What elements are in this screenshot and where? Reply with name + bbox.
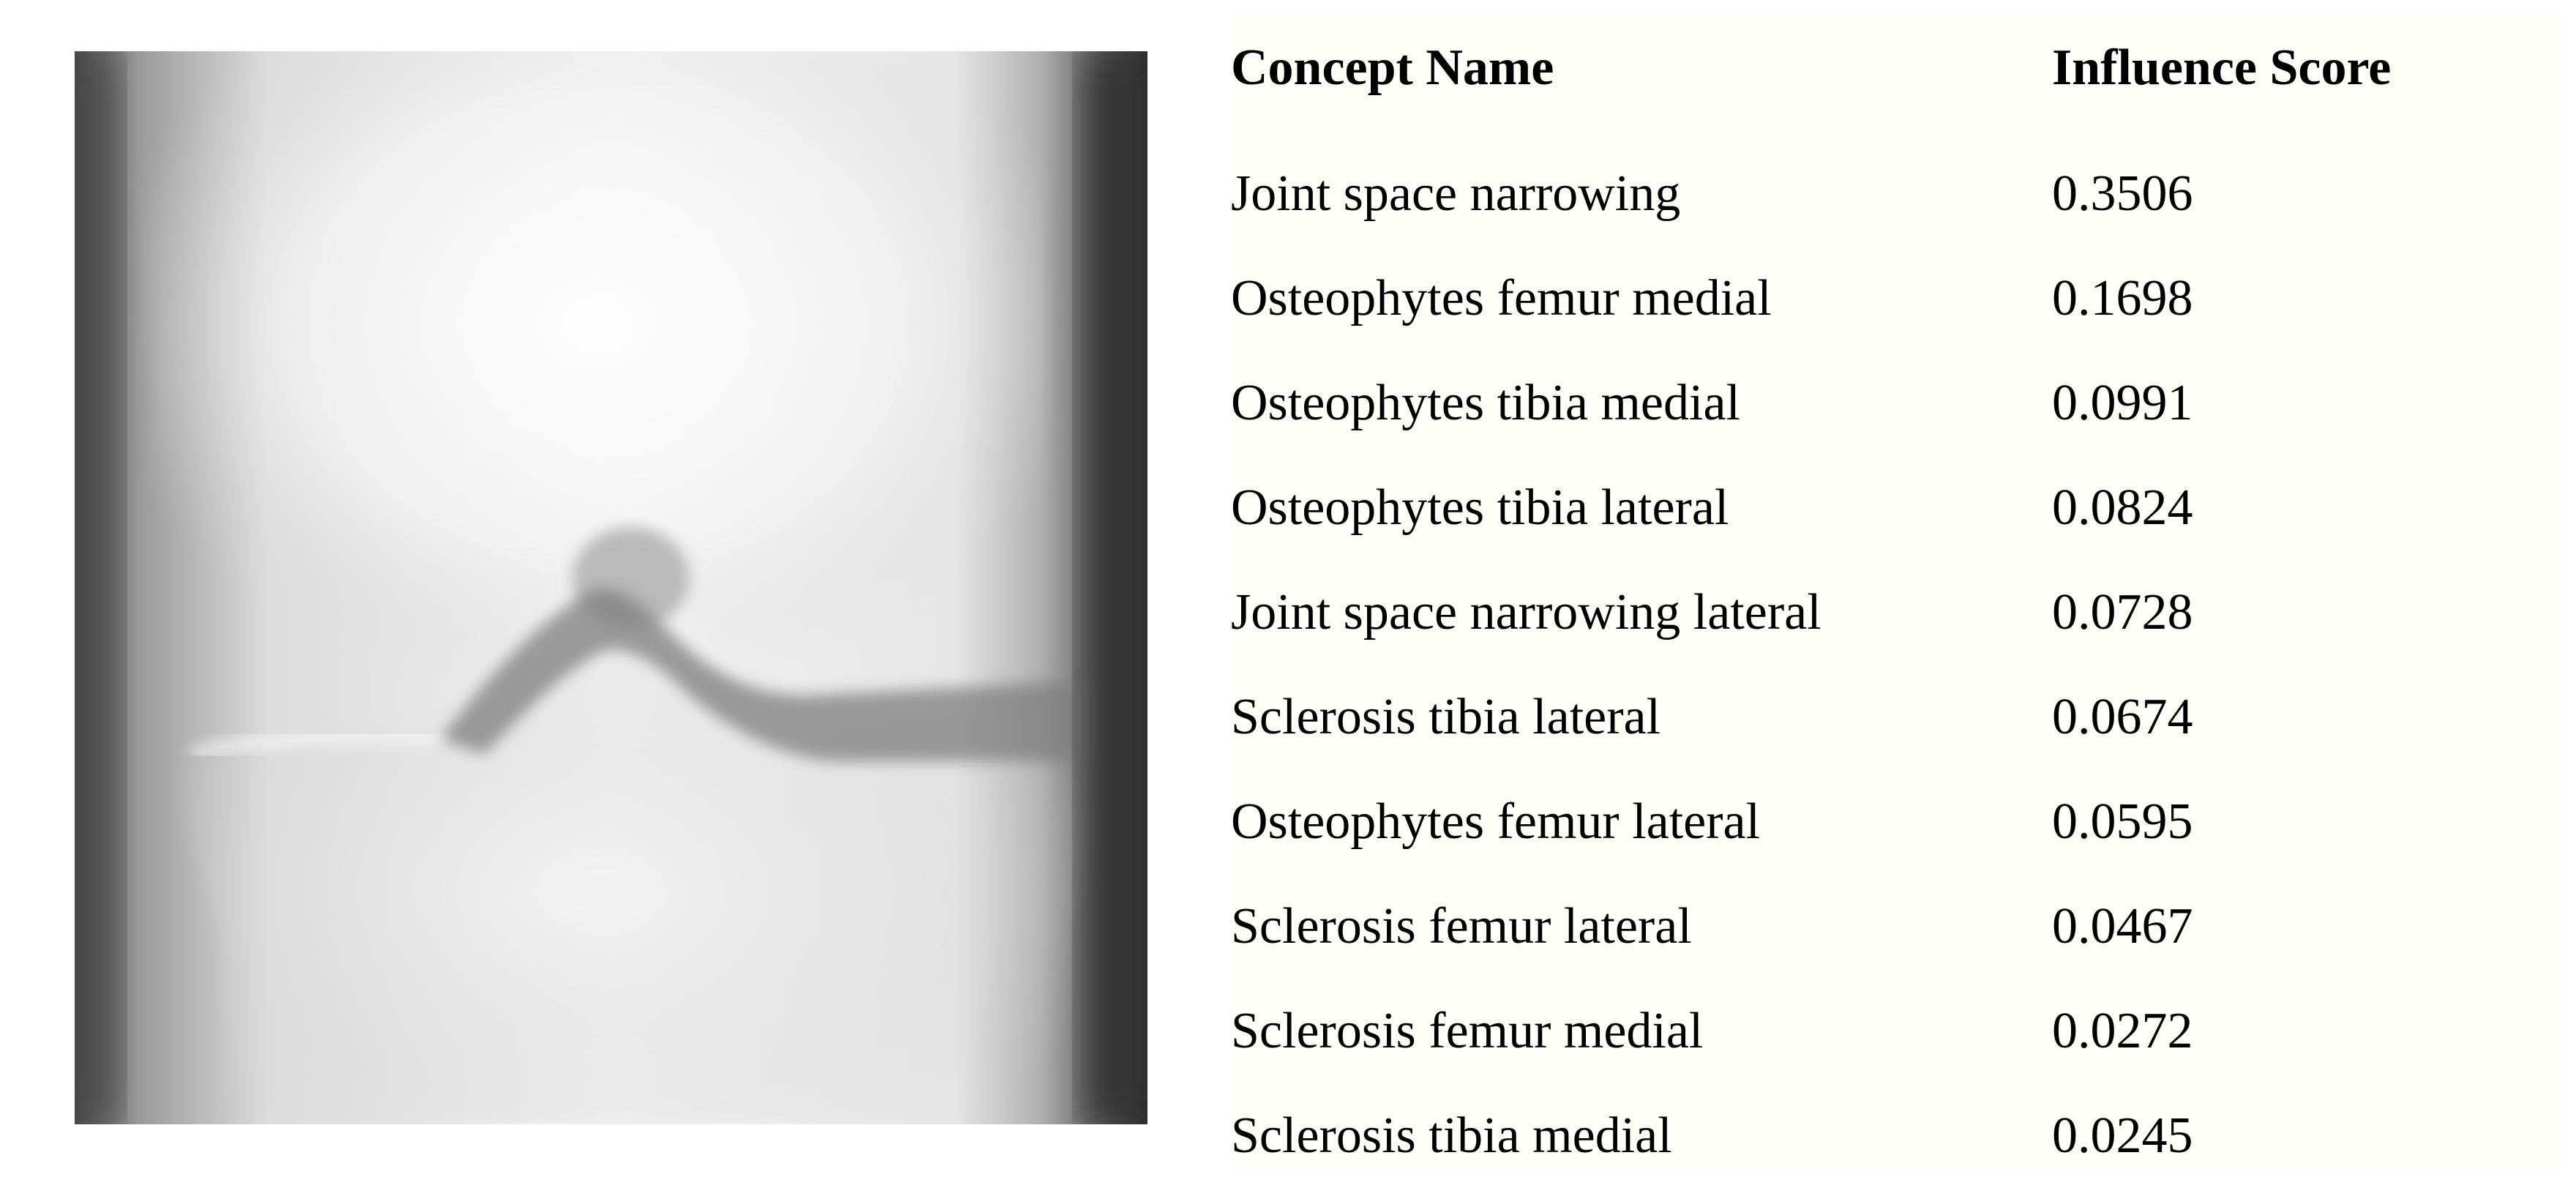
concept-name-header: Concept Name <box>1231 40 1554 96</box>
concept-name-cell: Osteophytes femur medial <box>1231 269 1772 326</box>
concept-name-cell: Sclerosis tibia medial <box>1231 1107 1672 1164</box>
table-row <box>1231 560 2561 665</box>
influence-score-cell: 0.0595 <box>2052 793 2193 850</box>
concept-influence-panel <box>1231 15 2561 1167</box>
table-row <box>1231 1083 2561 1188</box>
influence-score-cell: 0.1698 <box>2052 269 2193 326</box>
table-row <box>1231 665 2561 769</box>
concept-name-cell: Sclerosis femur medial <box>1231 1002 1704 1059</box>
table-row <box>1231 874 2561 979</box>
concept-name-cell: Joint space narrowing <box>1231 165 1681 222</box>
table-row <box>1231 246 2561 351</box>
knee-xray-graphic <box>75 51 1147 1124</box>
table-row <box>1231 979 2561 1083</box>
right-soft-tissue-edge <box>1085 51 1147 1124</box>
table-row <box>1231 769 2561 874</box>
concept-influence-table <box>1231 15 2561 1188</box>
left-soft-tissue-edge <box>75 51 119 1124</box>
influence-score-cell: 0.0674 <box>2052 688 2193 745</box>
concept-name-cell: Sclerosis tibia lateral <box>1231 688 1661 745</box>
influence-score-cell: 0.0272 <box>2052 1002 2193 1059</box>
concept-name-cell: Joint space narrowing lateral <box>1231 583 1821 640</box>
influence-score-cell: 0.0728 <box>2052 583 2193 640</box>
influence-score-cell: 0.0991 <box>2052 374 2193 431</box>
knee-xray-image <box>75 51 1147 1124</box>
influence-score-cell: 0.0824 <box>2052 479 2193 536</box>
table-row <box>1231 455 2561 560</box>
table-row <box>1231 351 2561 455</box>
influence-score-cell: 0.0245 <box>2052 1107 2193 1164</box>
concept-name-cell: Osteophytes femur lateral <box>1231 793 1761 850</box>
table-row <box>1231 141 2561 246</box>
concept-name-cell: Osteophytes tibia lateral <box>1231 479 1729 536</box>
table-header-row <box>1231 15 2561 141</box>
influence-score-header: Influence Score <box>2052 40 2392 96</box>
concept-name-cell: Sclerosis femur lateral <box>1231 897 1692 954</box>
concept-name-cell: Osteophytes tibia medial <box>1231 374 1740 431</box>
influence-score-cell: 0.3506 <box>2052 165 2193 222</box>
influence-score-cell: 0.0467 <box>2052 897 2193 954</box>
